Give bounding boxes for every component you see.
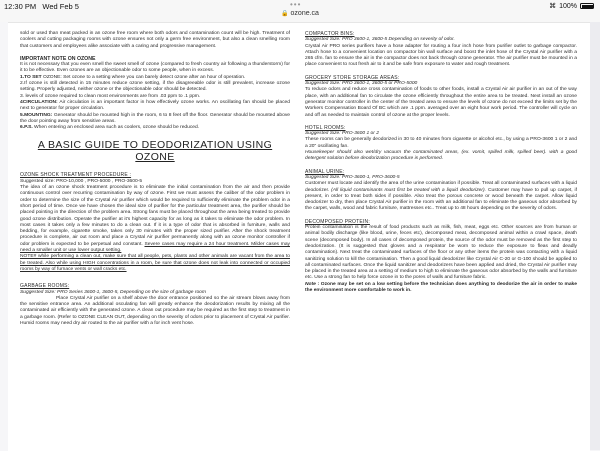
compactor-bins-text: Crystal Air PRO series purifiers have a hose adapter for routing a four inch hose from purifier outlet to garbage compactor. Attach hose to a convenient location on compactor bin wall surface and boost the inlet hose of the Crystal Air purifier with a 265 cfm. fan to ensure the air in the compactor does not back through ozone generator. The air purifier must be mounted in a place convenient to rout fresh air to it and be safe from exposure to water and rough treatment. [305,43,577,68]
multitasking-dots-icon[interactable]: ••• [290,0,302,9]
ozone-note-text: : Ozone may be set on a low setting before the technician does anything to deodorize the air in order to make the environment more comfortable to work in. [305,281,577,293]
garbage-rooms-text: Place Crystal Air purifier on a shelf above the door entrance positioned so the air stream blows away from the sensitive entrance area. An additional osculating fan will greatly enhance the deodorization results by mixing all the contaminated air efficiently with the generated ozone. A clean out procedure may be required as the first step to treatment in a garbage room. (Refer to OZONE CLEAN OUT, depending on the severity of odors prior to placement of Crystal Air purifier. Humid rooms may need dry air routed to the air purifier with a for inch vent hose. [20,295,290,326]
garbage-rooms-suggested: Suggested Size: PRO Series 3600-1, 3600-5, Depending on the size of garbage room [20,289,206,295]
decomposed-protein-text: Protein contamination is the result of food products such as milk, fish, meat, eggs etc. Other sources are from human or animal bodily discharge (like blood, urine, feces etc), decomposed meat, decomposed animal within a crawl space, death scene (decomposed body). In all cases of decomposed protein, the source of the odor must be removed as the first step to deodorization. (It is suggested that gloves and a respirator be worn to reduce the exposure to fleas and deadly contamination). Next treat the contaminated surfaces of the floor or any other items the protein was contacting with a liquid sanitizing solution to kill the contamination. Then a good liquid deodorizer like Crystal Air C-20 or G-100 should be applied to all contaminated surfaces. Once the liquid sanitizer and deodorizers have been applied and dried, the Crystal Air purifier may be placed in the treated area at a setting of medium to high to eliminate the gaseous odor absorbed by the walls and furniture etc. Use a strong fan to help force ozone in to the pores of walls and furniture fabric. [305,225,577,281]
time-text: 12:30 PM [4,2,37,11]
step-6-label: 6.P.S. [20,125,33,131]
battery-icon [580,3,594,9]
compactor-bins-suggested: Suggested Size: PRO 3600-1, 3600-5 Depending on severity of odor. [305,37,455,43]
shock-treatment-underlined: Severe cases may require a 24 hour treatment. Milder cases may need a smaller unit or use lower output setting. [20,241,290,254]
grocery-storage-heading: GROCERY STORE STORAGE AREAS: [305,74,400,81]
shock-treatment-note: NOTE# while performing a clean out, make sure that all people, pets, plants and other animals are vacant from the area to be treated. Also while using HIGH concentrations in a room, be sure that ozone does not leak into connected or occupied rooms by way of furnace vents or wall cracks etc. [20,254,290,272]
ozone-note [305,282,577,295]
wifi-icon: ⌘ [549,3,557,10]
document-page [8,22,590,451]
step-6 [20,125,290,131]
url-text: ozone.ca [290,10,319,17]
battery-percent: 100% [559,2,577,10]
shock-treatment-text [20,185,290,254]
important-note-heading: IMPORTANT NOTE ON OZONE [20,55,96,62]
animal-urine-text-a: Customer must locate and identify the area of the urine contamination if possible. Treat all contaminated surfaces with a liquid deodorizer. [305,181,577,193]
grocery-storage-text: To reduce odors and reduce cross contamination of foods to other foods, install a Crystal Air air purifier in an out of the way place, with an additional fan to circulate the ozone efficiently throughout the entire area to be treated. Next install an ozone generator monitor controller in the center of the treated area to ensure the levels of ozone do not exceed the limits set by the Workers Compensation Board Of BC which are .1 ppm. averaged over an eight hour work period. The controller will cycle on and off as needed to maintain control of ozone at the proper levels. [305,87,577,118]
left-column [20,31,290,327]
decomposed-protein-heading: DECOMPOSED PROTEIN: [305,218,370,225]
animal-urine-heading: ANIMAL URINE: [305,168,345,175]
shock-treatment-body: The idea of an ozone shock treatment procedure is to eliminate the initial contamination from the air and then provide continuous control over recurring contamination by way of ozone. First we must assess the caliber of the odor problem in order to determine the size of the Crystal Air purifier which would be required to sufficiently eliminate the problem odor in a short period of time. Once we have chosen the ideal size of purifier for the particular treatment area, the purifier should be placed pointing in the direction of the problem area. Strong fans must be placed throughout the area being treated to provide good ozone distribution. Operate the purifier at it's highest capacity for as long as it takes to eliminate the odor problem. In most cases it takes only a few minutes to do a clean out. If it is a type of odor that is absorbed in furniture, walls and bedding, for example, cigarette smoke, takes only 30 minutes with the proper sized purifier. After the shock treatment procedure is complete, air out room and place a Crystal Air purifier permanently along with an ozone monitor controller if odor problem is expected to be perpetual and constant. [20,185,290,247]
step-4-label: 4CIRCULATION: [20,99,58,105]
lock-icon: 🔒 [281,11,289,17]
compactor-bins-heading: COMPACTOR BINS: [305,31,355,37]
shock-treatment-suggested: Suggested size: PRO-10,000 , PRO-5000 , PRO-3600-5 [20,178,143,184]
animal-urine-text [305,181,577,212]
important-note-text: It is not necessary that you even smell the sweet smell of ozone (compared to fresh country air following a thunderstorm) for it to be effective. Even ozones are an objectionable odor to some people, when in excess. [20,62,290,74]
animal-urine-text-b: Customer may have to pull up carpet, if present, in order to treat both sides if possible. Also treat the porous concrete or wood beneath the carpet. Allow liquid deodorizer to dry, then place Crystal Air purifier in the room with an additional fan to eliminate the gaseous odor absorbed by the carpet, walls, wood and fabric furniture, mattresses etc.. Treat up to 48 hours depending on the severity of odors. [305,187,577,212]
animal-urine-text-italic: (All liquid contaminants must first be treated with a liquid deodorizer). [331,187,487,193]
date-text: Wed Feb 5 [42,2,79,11]
step-1-text: OZONE: Set ozone to a setting where you can barely detect ozone after an hour of operation. [41,74,246,80]
intro-paragraph: sold or used than meat packed in an ozone free room where both odors and contamination count will be high. Treatment of coolers and cutting packaging rooms with ozone ensures not only a germ free environment, but also a clean smelling room that customers and employees alike associate with a caring and progressive management. [20,31,290,49]
hotel-rooms-housekeeper: Housekeeper should also wet/dry vacuum the contaminated areas, (ex. vomit, spilled milk, spilled beer). with a good detergent solution before deodorization procedure is performed. [305,150,577,162]
step-3: 3. levels of ozone required to clean most environments are from .03 ppm to .1 ppm. [20,93,201,99]
hotel-rooms-suggested: Suggested Size: PRO-3600 1 or 2 [305,131,379,137]
step-2: 2.If ozone is still detected in 15 minutes reduce ozone setting, if the disagreeable odor is still prevalent, increase ozone setting. Properly adjusted, neither ozone or the objectionable odor should be detected. [20,81,290,93]
page-scrollbar[interactable] [590,22,600,450]
shock-treatment-heading: OZONE SHOCK TREATMENT PROCEDURE : [20,172,132,179]
grocery-storage-suggested: Suggested Size: PRO 3600-1, 3600-5 or PRO-5000 [305,81,418,87]
right-column [305,31,577,294]
step-4 [20,100,290,113]
battery-fill [582,5,593,8]
step-1-label: 1.TO SET [20,74,42,80]
guide-title: A BASIC GUIDE TO DEODORIZATION USING OZONE [37,139,273,164]
step-6-text: When entering an enclosed area such as coolers, ozone should be reduced. [32,125,200,131]
hotel-rooms-text: These rooms can be generally deodorized in 30 to 40 minutes from cigarette or alcohol etc., by using a PRO-3600 1 or 2 and a 20" oscillating fan. [305,137,577,149]
animal-urine-suggested: Suggested Size: PRO-3600-1, PRO-3600-5 [305,174,400,180]
step-5 [20,113,290,126]
status-indicators [549,2,594,10]
hotel-rooms-heading: HOTEL ROOMS: [305,124,346,131]
garbage-rooms-heading: GARBAGE ROOMS: [20,283,70,290]
step-5-text: Generator should be mounted high in the room, 6 to 8 feet off the floor. Generator should be mounted above the door pointing away from sensitive areas. [20,112,290,124]
step-4-text: Air circulation is an important factor in how effectively ozone works. An oscillating fan should be placed next to generator for proper circulation. [20,99,290,112]
status-bar [0,0,600,22]
address-bar[interactable] [0,10,600,17]
ozone-note-label: Note [305,281,316,287]
step-5-label: 5.MOUNTING: [20,112,53,118]
